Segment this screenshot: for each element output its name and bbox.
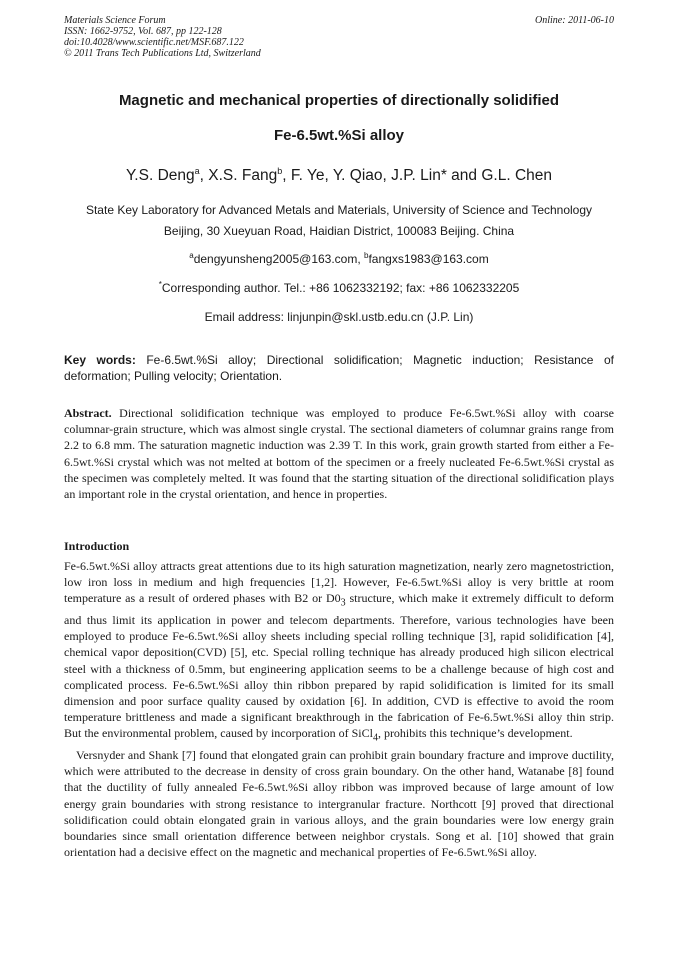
- author-name: F. Ye: [290, 167, 325, 185]
- intro-p1-sub-4: 4: [372, 732, 378, 744]
- affiliation-line-2: Beijing, 30 Xueyuan Road, Haidian District, 100083 Beijing. China: [163, 224, 515, 238]
- corresponding-author: [40, 280, 638, 295]
- author-sup: a: [194, 166, 200, 176]
- abstract-label: Abstract.: [64, 406, 112, 420]
- paper-title-line-1: Magnetic and mechanical properties of directionally solidified: [118, 92, 560, 109]
- intro-p1-text-b: structure, which make it extremely difficult to deform and thus limit its application in power and telecom departments. Therefore, various technologies have been employed to produce Fe-6.5wt.%Si alloy sheets including special rolling technique [3], rapid solidification [4], chemical vapor deposition(CVD) [5], etc. Special rolling technique has already produced high silicon electrical steel with a thickness of 0.5mm, but engineering application seems to be a challenge because of high cost and complicated process. Fe-6.5wt.%Si alloy thin ribbon prepared by rapid solidification is limited for its small dimension and poor surface quality caused by oxidation [6]. In addition, CVD is effective to avoid the room temperature brittleness and made a significant breakthrough in the fabrication of Fe-6.5wt.%Si alloy thin strip. But the environmental problem, caused by incorporation of SiCl: [64, 591, 614, 741]
- abstract-text: Directional solidification technique was employed to produce Fe-6.5wt.%Si alloy with coarse columnar-grain structure, which was almost single crystal. The sectional diameters of columnar grains range from 2.2 to 6.8 mm. The saturation magnetic induction was 2.39 T. In this work, grain growth started from either a Fe-6.5wt.%Si crystal which was not melted at bottom of the specimen or a freely nucleated Fe-6.5wt.%Si crystal as the specimen was completely melted. It was found that the starting situation of the directional solidification plays an important role in the crystal orientation, and hence in properties.: [64, 406, 614, 502]
- section-heading-introduction: Introduction: [64, 539, 130, 553]
- author-name: X.S. Fang: [208, 167, 278, 185]
- corr-sup: *: [158, 280, 162, 289]
- author-sep: ,: [324, 167, 333, 185]
- journal-issn: ISSN: 1662-9752, Vol. 687, pp 122-128: [64, 26, 222, 37]
- journal-header: [64, 15, 261, 59]
- abstract: [64, 405, 614, 502]
- author-name: J.P. Lin*: [391, 167, 447, 185]
- author-emails: [40, 251, 638, 266]
- author-sep: ,: [382, 167, 392, 185]
- email-a: dengyunsheng2005@163.com,: [193, 252, 365, 266]
- affiliation-line-1: State Key Laboratory for Advanced Metals and Materials, University of Science and Technology: [85, 203, 593, 217]
- journal-copyright: © 2011 Trans Tech Publications Ltd, Switzerland: [64, 48, 261, 59]
- intro-p1-text-c: , prohibits this technique’s development.: [377, 726, 573, 741]
- keywords: [64, 352, 614, 384]
- intro-paragraph-2: Versnyder and Shank [7] found that elongated grain can prohibit grain boundary fracture and improve ductility, which were attributed to the decrease in density of cross grain boundary. On the other hand, Watanabe [8] found that the ductility of fully annealed Fe-6.5wt.%Si alloy ribbon was improved because of large amount of low energy grain boundaries with strong resistance to intergranular fracture. Northcott [9] proved that directional solidification could obtain elongated grain in various alloys, and the grain boundaries were low energy grain boundaries since small orientation difference between neighbor crystals. Song et al. [10] showed that grain orientation had a decisive effect on the magnetic and mechanical properties of Fe-6.5wt.%Si alloy.: [64, 748, 614, 860]
- email-address: Email address: linjunpin@skl.ustb.edu.cn (J.P. Lin): [204, 310, 474, 324]
- email-sup-a: a: [189, 251, 194, 260]
- introduction-body: [64, 558, 614, 860]
- email-b: fangxs1983@163.com: [368, 252, 489, 266]
- author-sep: and: [446, 167, 482, 185]
- keywords-text: Fe-6.5wt.%Si alloy; Directional solidification; Magnetic induction; Resistance of deformation; Pulling velocity; Orientation.: [64, 353, 614, 383]
- author-name: Y. Qiao: [332, 167, 383, 185]
- email-sup-b: b: [364, 251, 369, 260]
- online-date: Online: 2011-06-10: [535, 15, 614, 26]
- author-sep: ,: [282, 167, 291, 185]
- journal-name: Materials Science Forum: [64, 15, 166, 26]
- keywords-label: Key words:: [64, 353, 136, 367]
- author-name: Y.S. Deng: [125, 167, 195, 185]
- journal-doi: doi:10.4028/www.scientific.net/MSF.687.122: [64, 37, 244, 48]
- author-list: [40, 166, 638, 185]
- corresponding-text: Corresponding author. Tel.: +86 1062332192; fax: +86 1062332205: [161, 281, 520, 295]
- author-sup: b: [277, 166, 283, 176]
- author-name: G.L. Chen: [481, 167, 553, 185]
- intro-p1-sub-3: 3: [340, 597, 346, 609]
- intro-paragraph-1: [64, 558, 614, 747]
- intro-p1-text-a: Fe-6.5wt.%Si alloy attracts great attentions due to its high saturation magnetization, nearly zero magnetostriction, low iron loss in medium and high frequencies [1,2]. However, Fe-6.5wt.%Si alloy is very brittle at room temperature as a result of ordered phases with B2 or D0: [64, 559, 614, 606]
- paper-title-line-2: Fe-6.5wt.%Si alloy: [273, 127, 405, 144]
- author-sep: ,: [199, 167, 209, 185]
